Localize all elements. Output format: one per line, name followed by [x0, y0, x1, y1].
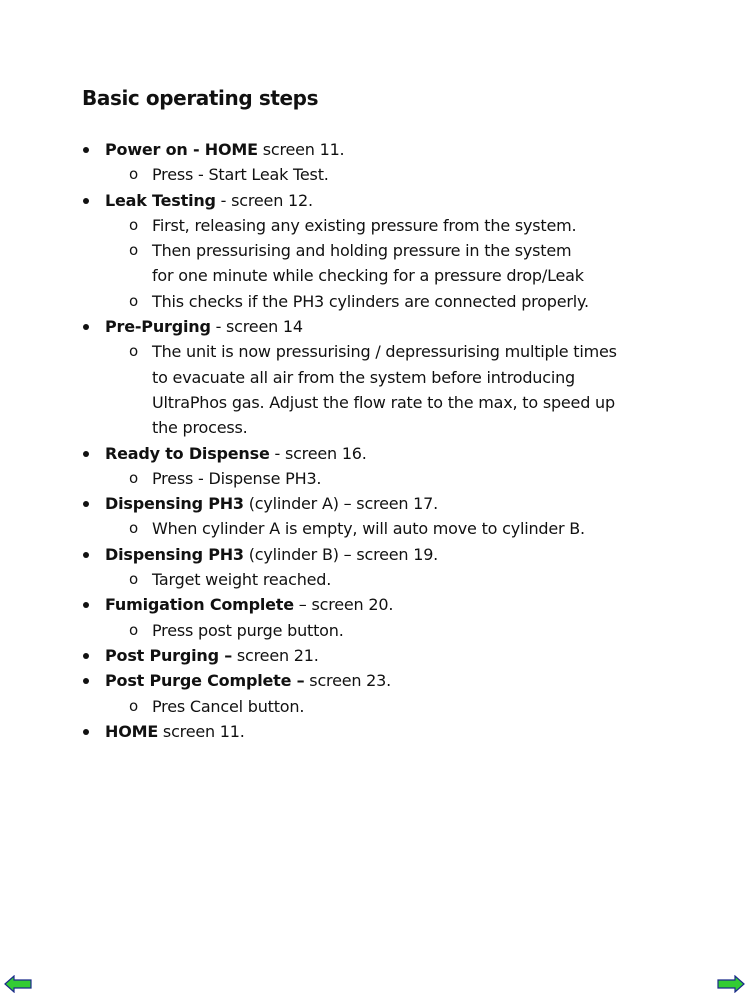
sub-step-item [0, 694, 750, 719]
sub-step-item [0, 466, 750, 491]
step-label: Ready to Dispense [105, 443, 270, 463]
sub-step-text: When cylinder A is empty, will auto move to cylinder B. [152, 519, 585, 539]
step-text [105, 719, 245, 744]
step-label: Dispensing PH3 [105, 494, 244, 514]
sub-step-continuation [0, 415, 750, 440]
step-detail: - screen 16. [269, 443, 367, 463]
sub-step-text: for one minute while checking for a pressure drop/Leak [152, 266, 584, 286]
sub-step-item [0, 516, 750, 541]
sub-step-continuation [0, 390, 750, 415]
step-label: Post Purging – [105, 645, 233, 665]
sub-step-item [0, 289, 750, 314]
sub-step-item [0, 618, 750, 643]
step-text [105, 668, 391, 693]
sub-step-text: Pres Cancel button. [152, 696, 305, 716]
step-detail: - screen 12. [215, 190, 313, 210]
sub-step-item [0, 162, 750, 187]
step-text [105, 592, 393, 617]
step-label: Fumigation Complete [105, 595, 294, 615]
sub-step-text: Target weight reached. [152, 570, 332, 590]
next-page-arrow-icon[interactable] [717, 975, 745, 993]
sub-step-text: The unit is now pressurising / depressurising multiple times [152, 342, 617, 362]
step-item [0, 542, 750, 567]
page-title: Basic operating steps [82, 86, 319, 110]
sub-step-text: UltraPhos gas. Adjust the flow rate to the max, to speed up [152, 392, 615, 412]
sub-step-text: Press - Dispense PH3. [152, 468, 322, 488]
step-text [105, 643, 319, 668]
step-label: Post Purge Complete – [105, 671, 305, 691]
sub-step-item [0, 238, 750, 263]
step-detail: (cylinder A) – screen 17. [243, 494, 439, 514]
steps-list [0, 137, 750, 744]
step-label: Dispensing PH3 [105, 544, 244, 564]
step-item [0, 314, 750, 339]
step-detail: screen 23. [304, 671, 392, 691]
step-text [105, 491, 438, 516]
step-label: HOME [105, 721, 159, 741]
step-detail: screen 11. [257, 140, 345, 159]
sub-step-item [0, 339, 750, 364]
sub-step-item [0, 213, 750, 238]
sub-step-continuation [0, 365, 750, 390]
sub-step-item [0, 567, 750, 592]
step-detail: - screen 14 [210, 317, 303, 337]
step-detail: – screen 20. [293, 595, 394, 615]
step-item [0, 441, 750, 466]
step-text [105, 542, 438, 567]
step-item [0, 491, 750, 516]
step-item [0, 668, 750, 693]
sub-step-continuation [0, 263, 750, 288]
step-detail: (cylinder B) – screen 19. [243, 544, 439, 564]
sub-step-text: Press - Start Leak Test. [152, 165, 329, 185]
sub-step-text: Press post purge button. [152, 620, 344, 640]
step-detail: screen 21. [232, 645, 319, 665]
sub-step-text: Then pressurising and holding pressure in the system [152, 241, 572, 261]
prev-page-arrow-icon[interactable] [4, 975, 32, 993]
step-text [105, 137, 344, 162]
step-label: Leak Testing [105, 190, 216, 210]
step-label: Pre-Purging [105, 317, 211, 337]
step-item [0, 188, 750, 213]
sub-step-text: First, releasing any existing pressure from the system. [152, 215, 577, 235]
step-text [105, 314, 303, 339]
step-text [105, 441, 367, 466]
step-item [0, 719, 750, 744]
sub-step-text: the process. [152, 418, 248, 438]
step-label: Power on - HOME [105, 140, 258, 159]
sub-step-text: to evacuate all air from the system before introducing [152, 367, 575, 387]
step-item [0, 643, 750, 668]
step-detail: screen 11. [158, 721, 245, 741]
step-item [0, 137, 750, 162]
step-item [0, 592, 750, 617]
sub-step-text: This checks if the PH3 cylinders are connected properly. [152, 291, 589, 311]
step-text [105, 188, 313, 213]
